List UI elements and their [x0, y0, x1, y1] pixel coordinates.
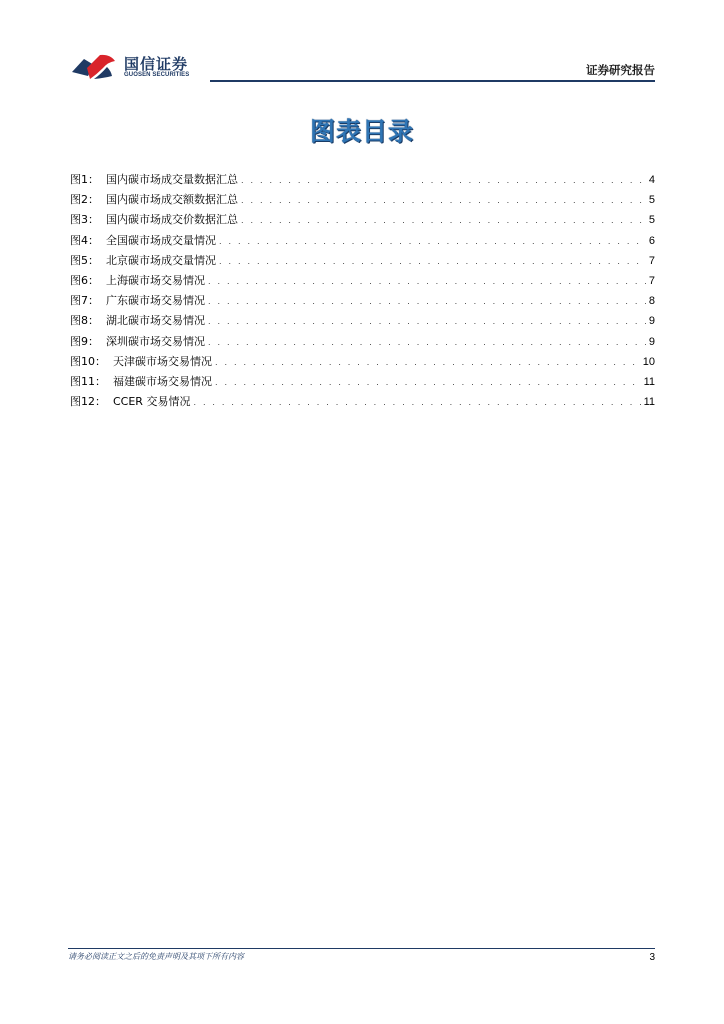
footer-divider	[68, 948, 655, 949]
toc-entry-page: 7	[648, 254, 655, 267]
report-type-label: 证券研究报告	[586, 63, 655, 77]
toc-dot-leader	[208, 292, 646, 312]
toc-entry-7[interactable]	[70, 291, 655, 311]
toc-entry-page: 9	[648, 315, 655, 328]
toc-entry-page: 11	[643, 375, 655, 388]
toc-entry-label: 图3： 国内碳市场成交价数据汇总	[70, 213, 238, 227]
toc-entry-5[interactable]	[70, 251, 655, 271]
toc-entry-2[interactable]	[70, 190, 655, 210]
guosen-logo-icon	[70, 52, 120, 82]
toc-entry-12[interactable]	[70, 392, 655, 412]
toc-entry-label: 图5： 北京碳市场成交量情况	[70, 253, 216, 267]
toc-entry-label: 图1： 国内碳市场成交量数据汇总	[70, 173, 238, 186]
toc-dot-leader	[215, 373, 641, 393]
page-header	[68, 50, 655, 84]
toc-dot-leader	[241, 191, 646, 211]
guosen-logo	[68, 50, 228, 84]
toc-entry-label: 图7： 广东碳市场交易情况	[70, 294, 205, 308]
toc-entry-page: 11	[643, 396, 655, 409]
disclaimer-text: 请务必阅读正文之后的免责声明及其项下所有内容	[68, 952, 244, 961]
header-divider	[210, 80, 655, 82]
toc-entry-10[interactable]	[70, 352, 655, 372]
toc-entry-9[interactable]	[70, 332, 655, 352]
toc-dot-leader	[208, 312, 646, 332]
toc-list	[70, 170, 655, 412]
toc-entry-page: 5	[648, 194, 655, 207]
toc-entry-label: 图10： 天津碳市场交易情况	[70, 354, 212, 368]
toc-dot-leader	[193, 393, 640, 413]
toc-entry-page: 5	[648, 214, 655, 227]
toc-dot-leader	[208, 272, 646, 292]
toc-entry-label: 图4： 全国碳市场成交量情况	[70, 233, 216, 247]
toc-entry-page: 10	[642, 355, 655, 368]
toc-dot-leader	[208, 333, 646, 353]
toc-entry-8[interactable]	[70, 311, 655, 331]
toc-entry-page: 4	[648, 174, 655, 186]
toc-entry-label: 图8： 湖北碳市场交易情况	[70, 314, 205, 328]
toc-dot-leader	[241, 171, 646, 191]
toc-entry-page: 8	[648, 295, 655, 308]
toc-entry-label: 图9： 深圳碳市场交易情况	[70, 334, 205, 348]
toc-dot-leader	[219, 232, 646, 252]
page-number: 3	[649, 952, 655, 963]
toc-entry-label: 图6： 上海碳市场交易情况	[70, 273, 205, 287]
logo-chinese-text: 国信证券	[124, 55, 189, 73]
toc-dot-leader	[215, 353, 640, 373]
toc-entry-label: 图11： 福建碳市场交易情况	[70, 374, 212, 388]
logo-english-text: GUOSEN SECURITIES	[124, 72, 190, 78]
toc-entry-3[interactable]	[70, 210, 655, 230]
toc-title: 图表目录	[309, 117, 414, 146]
toc-entry-page: 7	[648, 274, 655, 287]
toc-entry-label: 图2： 国内碳市场成交额数据汇总	[70, 193, 238, 207]
toc-entry-11[interactable]	[70, 372, 655, 392]
toc-entry-6[interactable]	[70, 271, 655, 291]
toc-entry-page: 6	[648, 234, 655, 247]
toc-entry-label: 图12： CCER 交易情况	[70, 395, 191, 409]
toc-entry-4[interactable]	[70, 231, 655, 251]
toc-entry-1[interactable]	[70, 170, 655, 190]
toc-dot-leader	[219, 252, 646, 272]
toc-entry-page: 9	[648, 335, 655, 348]
toc-dot-leader	[241, 211, 646, 231]
